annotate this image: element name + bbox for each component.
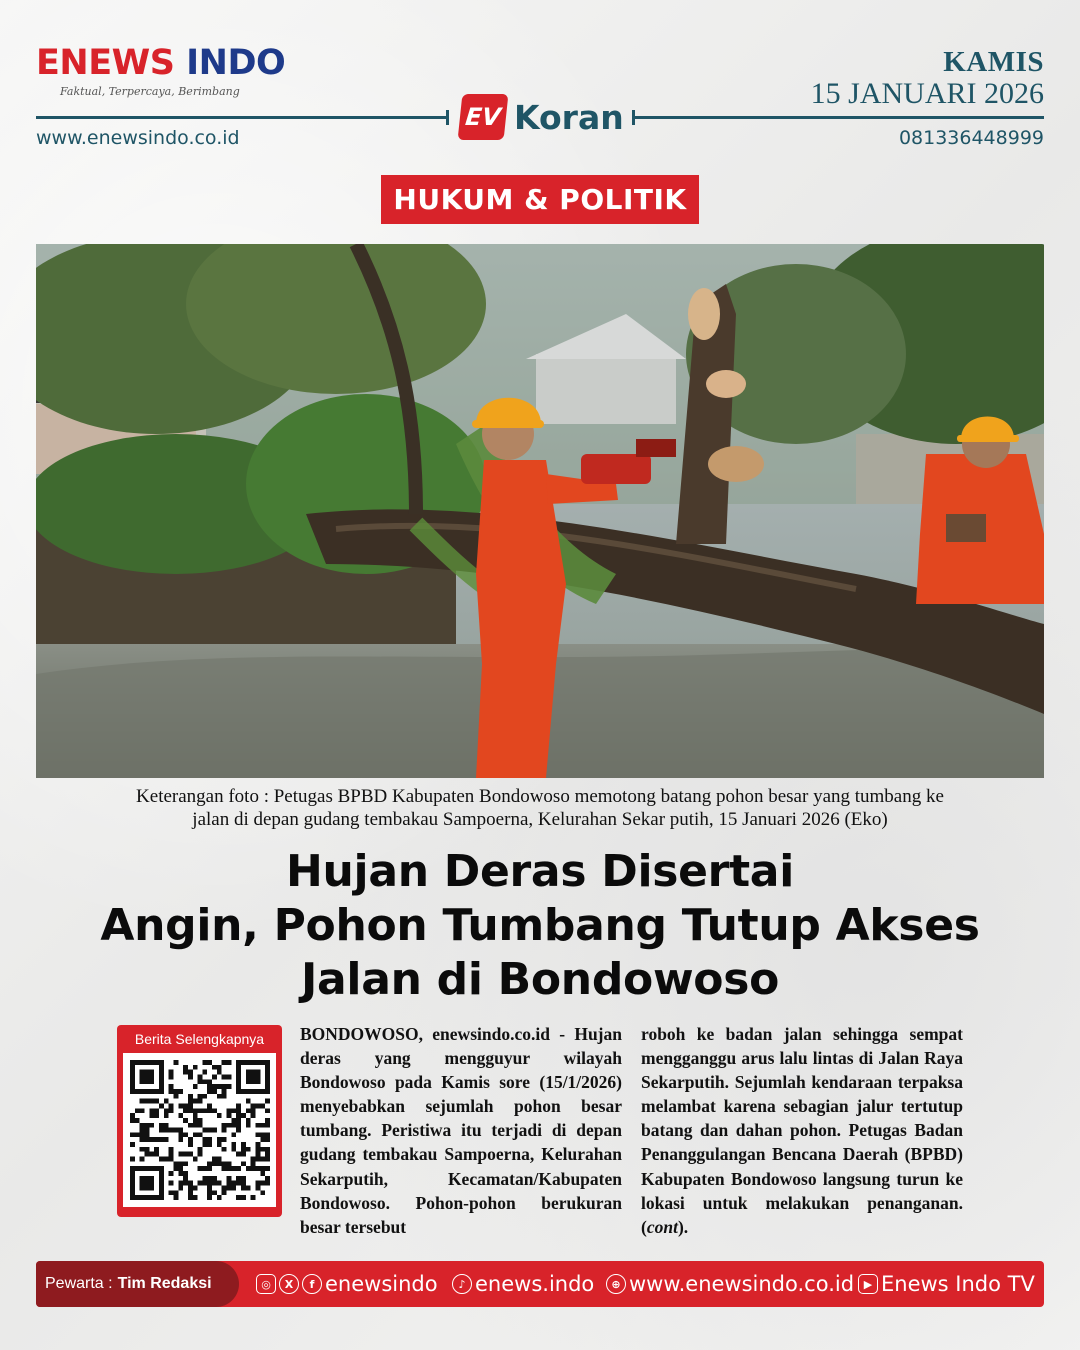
edition-badge bbox=[460, 94, 624, 140]
photo-caption-line-1: Keterangan foto : Petugas BPBD Kabupaten Bondowoso memotong batang pohon besar yang tumbang ke bbox=[136, 786, 944, 807]
article-continue-marker: cont bbox=[646, 1216, 678, 1237]
globe-icon: ⊕ bbox=[606, 1274, 626, 1294]
issue-date bbox=[811, 48, 1044, 109]
qr-code[interactable] bbox=[123, 1053, 276, 1207]
reporter-credit bbox=[36, 1261, 239, 1307]
youtube-channel: Enews Indo TV bbox=[881, 1272, 1035, 1296]
brand-name bbox=[36, 43, 286, 83]
edition-label: Koran bbox=[514, 97, 624, 137]
brand-logo bbox=[36, 43, 286, 98]
qr-modules bbox=[130, 1060, 270, 1200]
photo-caption-line-2: jalan di depan gudang tembakau Sampoerna, Kelurahan Sekar putih, 15 Januari 2026 (Eko) bbox=[192, 809, 888, 830]
tiktok-handle: enews.indo bbox=[475, 1272, 595, 1296]
category-badge: HUKUM & POLITIK bbox=[381, 175, 699, 224]
qr-code-icon bbox=[130, 1060, 270, 1200]
youtube-icon: ▶ bbox=[858, 1274, 878, 1294]
brand-name-indo: INDO bbox=[186, 43, 286, 83]
masthead-rule-right bbox=[632, 116, 1044, 119]
social-handle-group[interactable] bbox=[256, 1261, 438, 1307]
masthead-rule-cap-right bbox=[632, 110, 635, 125]
footer-website-link[interactable] bbox=[606, 1261, 854, 1307]
issue-full-date: 15 JANUARI 2026 bbox=[810, 77, 1044, 110]
headline-line-3: Jalan di Bondowoso bbox=[300, 954, 780, 1005]
reporter-name: Tim Redaksi bbox=[117, 1275, 212, 1292]
headline bbox=[36, 845, 1044, 1007]
headline-line-2: Angin, Pohon Tumbang Tutup Akses bbox=[100, 900, 980, 951]
article-column-2-end: ). bbox=[677, 1216, 689, 1237]
qr-label: Berita Selengkapnya bbox=[134, 1031, 265, 1047]
reporter-label: Pewarta : bbox=[45, 1275, 113, 1292]
brand-tagline: Faktual, Terpercaya, Berimbang bbox=[60, 85, 240, 98]
footer-bar bbox=[36, 1261, 1044, 1307]
footer-website: www.enewsindo.co.id bbox=[629, 1272, 855, 1296]
masthead-rule-left bbox=[36, 116, 448, 119]
issue-day: KAMIS bbox=[943, 46, 1044, 78]
masthead-rule-cap-left bbox=[446, 110, 449, 125]
brand-name-enews: ENEWS bbox=[36, 43, 175, 83]
article-column-2-text: roboh ke badan jalan sehingga sempat mengganggu arus lalu lintas di Jalan Raya Sekarputih. Sejumlah kendaraan terpaksa melambat karena sebagian jalur tertutup batang dan dahan pohon. Petugas Badan Penanggulangan Bencana Daerah (BPBD) Kabupaten Bondowoso langsung turun ke lokasi untuk melakukan penanganan. ( bbox=[641, 1024, 963, 1237]
tiktok-icon: ♪ bbox=[452, 1274, 472, 1294]
news-photo bbox=[36, 244, 1044, 778]
facebook-icon: f bbox=[302, 1274, 322, 1294]
headline-line-1: Hujan Deras Disertai bbox=[286, 846, 794, 897]
social-handle: enewsindo bbox=[325, 1272, 438, 1296]
phone-number: 081336448999 bbox=[898, 127, 1044, 149]
qr-code-panel[interactable] bbox=[117, 1025, 282, 1217]
news-photo-illustration bbox=[36, 244, 1044, 778]
ev-logo-icon: EV bbox=[458, 94, 509, 140]
x-twitter-icon: X bbox=[279, 1274, 299, 1294]
article-column-1: BONDOWOSO, enewsindo.co.id - Hujan deras yang mengguyur wilayah Bondowoso pada Kamis sore (15/1/2026) menyebabkan sejumlah pohon besar tumbang. Peristiwa itu terjadi di depan gudang tembakau Sampoerna, Kelurahan Sekarputih, Kecamatan/Kabupaten Bondowoso. Pohon-pohon berukuran besar tersebut bbox=[300, 1024, 622, 1237]
youtube-link[interactable] bbox=[858, 1261, 1035, 1307]
website-link[interactable]: www.enewsindo.co.id bbox=[36, 127, 240, 149]
tiktok-link[interactable] bbox=[452, 1261, 594, 1307]
article-column-2 bbox=[641, 1022, 963, 1239]
instagram-icon: ◎ bbox=[256, 1274, 276, 1294]
photo-caption bbox=[36, 785, 1044, 831]
